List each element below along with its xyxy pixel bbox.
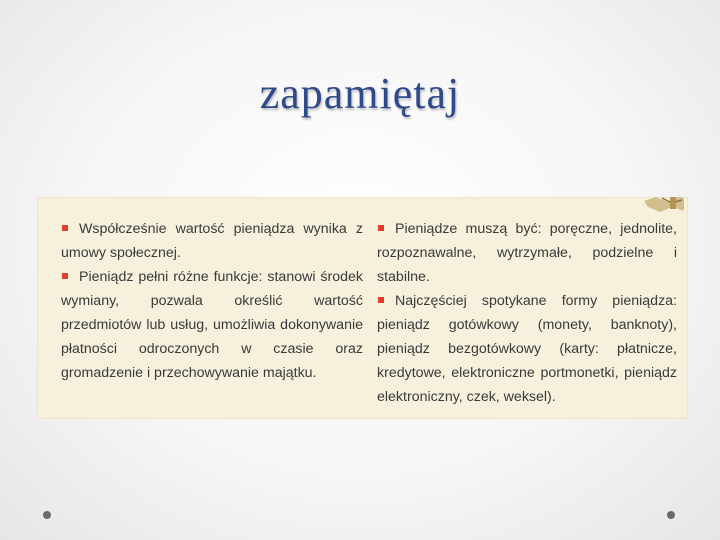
slide-title: zapamiętaj: [259, 69, 461, 118]
bullet-icon: [62, 225, 68, 231]
bullet-icon: [62, 273, 68, 279]
list-item-text: Najczęściej spotykane formy pieniądza: pieniądz gotówkowy (monety, banknoty), pieniądz bezgotówkowy (karty: płatnicze, kredytowe, elektroniczne portmonetki, pieniądz elektroniczny, czek, weksel).: [377, 293, 677, 405]
corner-decoration-icon: [642, 197, 686, 213]
right-column: [377, 217, 677, 409]
list-item: [377, 217, 677, 289]
list-item: [377, 289, 677, 409]
slide-corner-dot: [667, 511, 675, 519]
list-item-text: Pieniądz pełni różne funkcje: stanowi środek wymiany, pozwala określić wartość przedmiotów lub usług, umożliwia dokonywanie płatności odroczonych w czasie oraz gromadzenie i przechowywanie majątku.: [61, 269, 363, 381]
list-item: [61, 217, 363, 265]
bullet-icon: [378, 225, 384, 231]
bullet-icon: [378, 297, 384, 303]
list-item: [61, 265, 363, 385]
list-item-text: Współcześnie wartość pieniądza wynika z umowy społecznej.: [61, 221, 363, 261]
slide-corner-dot: [43, 511, 51, 519]
list-item-text: Pieniądze muszą być: poręczne, jednolite, rozpoznawalne, wytrzymałe, podzielne i stabilne.: [377, 221, 677, 285]
textbook-scan: [37, 197, 688, 419]
left-column: [61, 217, 363, 385]
